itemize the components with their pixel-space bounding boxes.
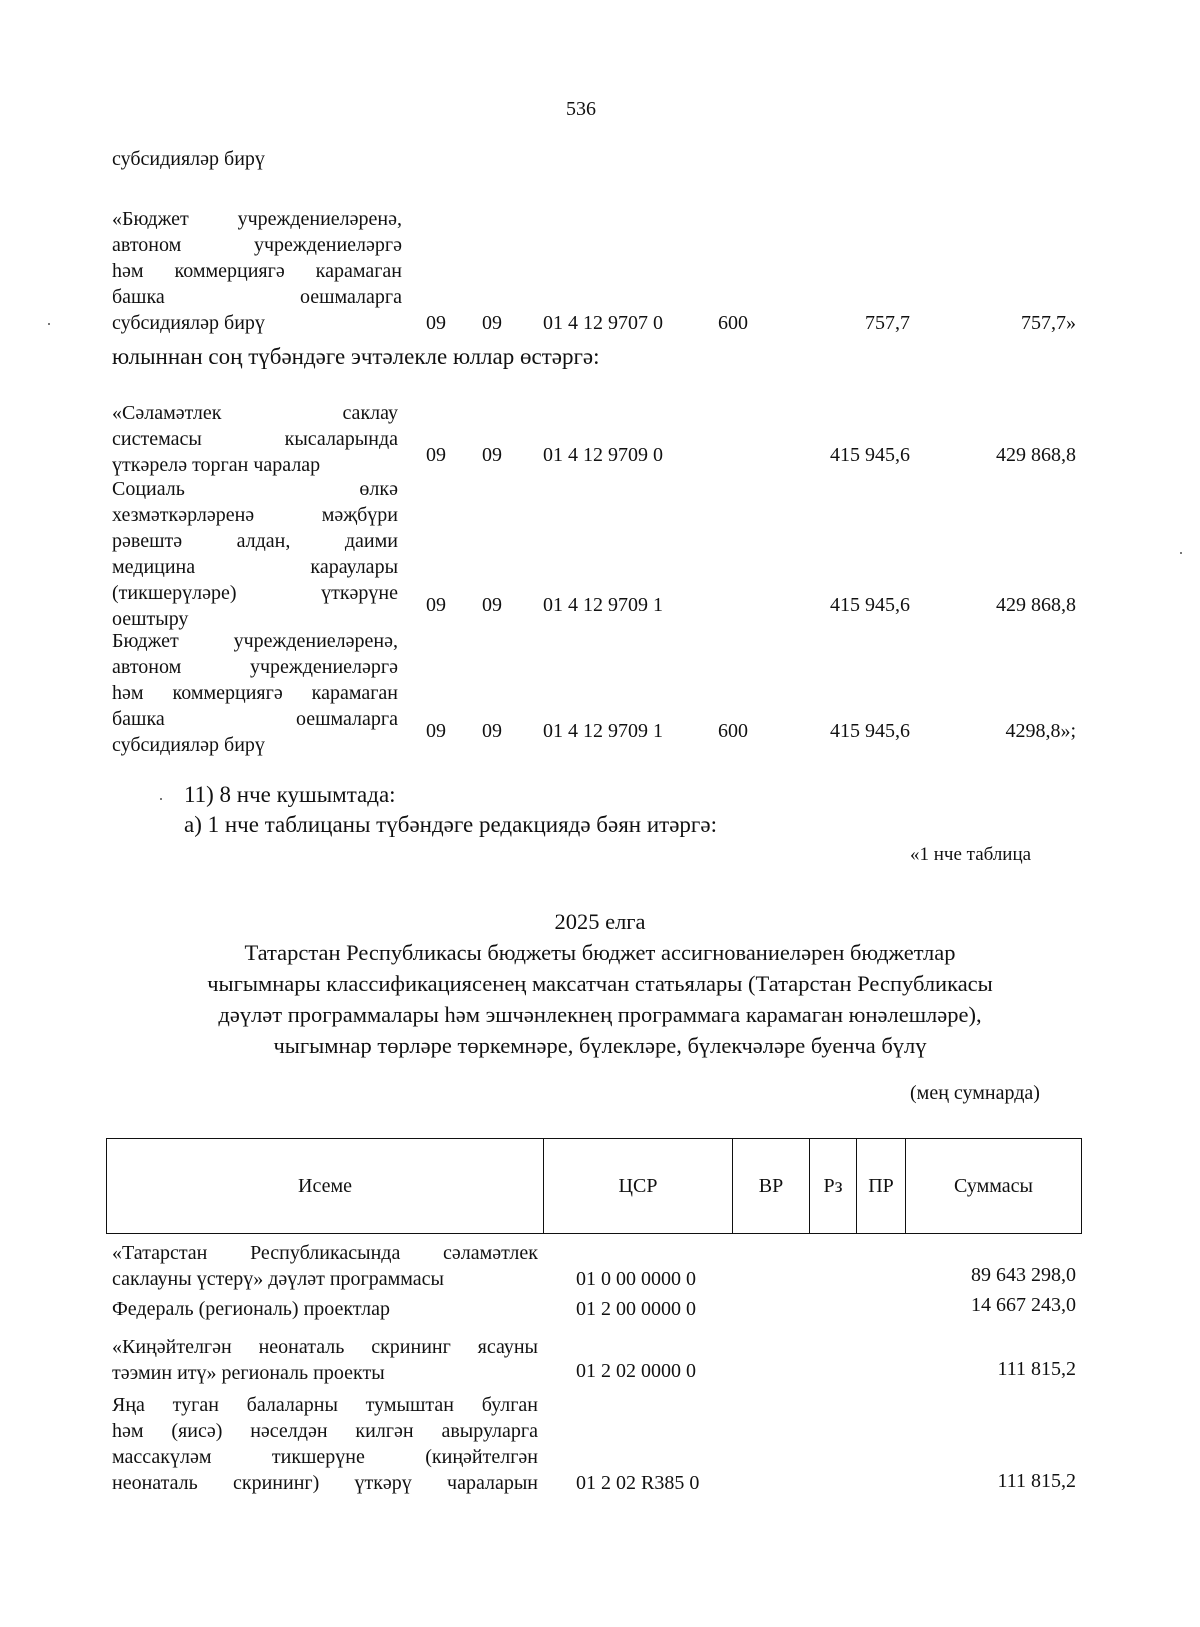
row-sum: 14 667 243,0 <box>971 1294 1076 1316</box>
scan-dot <box>1180 552 1182 554</box>
row-csr: 01 0 00 0000 0 <box>576 1268 696 1290</box>
table-heading <box>100 906 1100 1061</box>
row-vr: 600 <box>718 312 748 334</box>
row-csr: 01 4 12 9707 0 <box>543 312 663 334</box>
row-csr: 01 2 02 R385 0 <box>576 1472 700 1494</box>
row-csr: 01 2 02 0000 0 <box>576 1360 696 1382</box>
units-note: (мең сумнарда) <box>910 1082 1040 1104</box>
row-csr: 01 2 00 0000 0 <box>576 1298 696 1320</box>
row-name: «Сәламәтлек саклау системасы кысаларында үткәрелә торган чаралар <box>112 402 398 476</box>
col-sum: Суммасы <box>906 1139 1082 1234</box>
instruction-add-lines: юлыннан соң түбәндәге эчтәлекле юллар өстәргә: <box>112 344 600 369</box>
row-pr: 09 <box>482 594 502 616</box>
row-pr: 09 <box>482 444 502 466</box>
row-sum1: 415 945,6 <box>830 594 910 616</box>
row-name: «Киңәйтелгән неонаталь скрининг ясауны тәэмин итү» региональ проекты <box>112 1336 538 1384</box>
row-sum: 111 815,2 <box>997 1358 1076 1380</box>
row-csr: 01 4 12 9709 1 <box>543 594 663 616</box>
row-name: «Татарстан Республикасында сәламәтлек саклауны үстерү» дәүләт программасы <box>112 1242 538 1290</box>
page-number: 536 <box>566 98 596 120</box>
row-sum2: 757,7» <box>1021 312 1076 334</box>
row-csr: 01 4 12 9709 0 <box>543 444 663 466</box>
row-name: Социаль өлкә хезмәткәрләренә мәҗбүри рәвештә алдан, даими медицина караулары (тикшерүләре) үткәрүне оештыру <box>112 478 398 630</box>
row-name: Федераль (региональ) проектлар <box>112 1298 390 1320</box>
prev-row-tail: субсидияләр бирү <box>112 148 265 170</box>
row-sum: 89 643 298,0 <box>971 1264 1076 1286</box>
row-sum2: 429 868,8 <box>996 594 1076 616</box>
heading-line: чыгымнары классификациясенең максатчан статьялары (Татарстан Республикасы <box>207 971 993 996</box>
row-csr: 01 4 12 9709 1 <box>543 720 663 742</box>
row-pr: 09 <box>482 312 502 334</box>
col-name: Исеме <box>107 1139 544 1234</box>
row-sum: 111 815,2 <box>997 1470 1076 1492</box>
col-vr: ВР <box>733 1139 810 1234</box>
row-name: «Бюджет учреждениеләренә, автоном учреждениеләргә һәм коммерциягә карамаган башка оешмаларга субсидияләр бирү <box>112 208 402 334</box>
heading-year: 2025 елга <box>554 909 646 934</box>
heading-line: Татарстан Республикасы бюджеты бюджет ассигнованиеләрен бюджетлар <box>244 940 956 965</box>
row-pr: 09 <box>482 720 502 742</box>
table-label: «1 нче таблица <box>910 844 1032 865</box>
heading-line: чыгымнар төрләре төркемнәре, бүлекләре, бүлекчәләре буенча бүлү <box>273 1033 927 1058</box>
scan-dot <box>160 798 162 800</box>
row-rz: 09 <box>426 312 446 334</box>
col-pr: ПР <box>857 1139 906 1234</box>
row-name: Яңа туган балаларны тумыштан булган һәм (яисә) нәселдән килгән авыруларга массакүләм тикшерүне (киңәйтелгән неонаталь скрининг) үткәрү чараларын <box>112 1394 538 1494</box>
item-a: а) 1 нче таблицаны түбәндәге редакциядә бәян итәргә: <box>184 812 717 837</box>
heading-line: дәүләт программалары һәм эшчәнлекнең программага карамаган юнәлешләре), <box>218 1002 982 1027</box>
row-vr: 600 <box>718 720 748 742</box>
row-sum1: 415 945,6 <box>830 720 910 742</box>
allocation-table-header <box>106 1138 1082 1234</box>
col-rz: Рз <box>810 1139 857 1234</box>
row-sum1: 415 945,6 <box>830 444 910 466</box>
scan-dot <box>48 323 50 325</box>
row-rz: 09 <box>426 720 446 742</box>
row-sum1: 757,7 <box>865 312 910 334</box>
row-rz: 09 <box>426 594 446 616</box>
row-rz: 09 <box>426 444 446 466</box>
row-sum2: 429 868,8 <box>996 444 1076 466</box>
col-csr: ЦСР <box>544 1139 733 1234</box>
row-name: Бюджет учреждениеләренә, автоном учреждениеләргә һәм коммерциягә карамаган башка оешмаларга субсидияләр бирү <box>112 630 398 756</box>
row-sum2: 4298,8»; <box>1005 720 1076 742</box>
item-11: 11) 8 нче кушымтада: <box>184 782 396 807</box>
